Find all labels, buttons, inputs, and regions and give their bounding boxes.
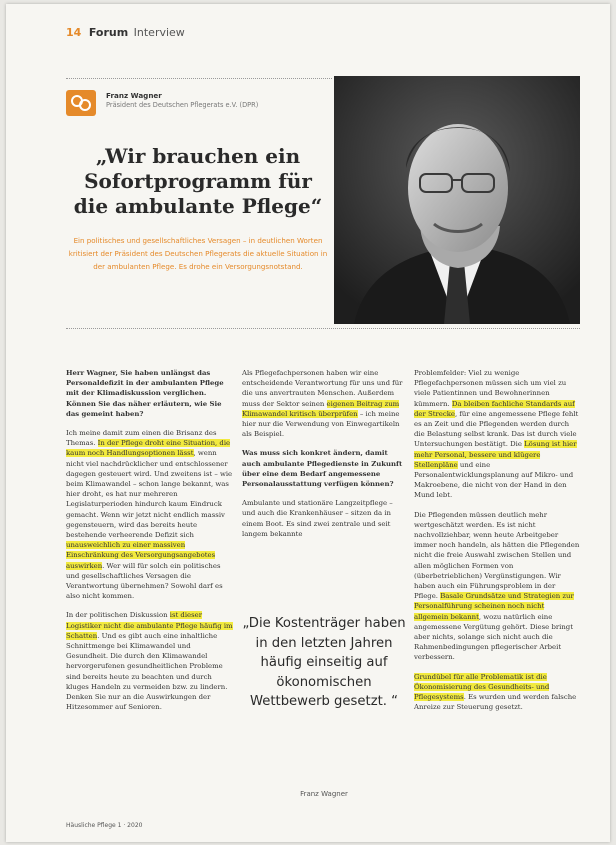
pull-quote: „Die Kostenträger haben in den letzten Jahren häufig einseitig auf ökonomischen Wettbewerb gesetzt. “ (242, 616, 406, 710)
body-text: Problemfelder: Viel zu wenige Pflegefachpersonen müssen sich um viel zu viele Patientinnen und Bewohnerinnen kümmern. (414, 369, 567, 408)
headline: „Wir brauchen ein Sofortprogramm für die ambulante Pflege“ (73, 144, 323, 218)
body-text: und eine Personalentwicklungsplanung auf Mikro- und Makroebene, die nicht von der Hand in den Mund lebt. (414, 460, 574, 500)
portrait-illustration (334, 76, 580, 324)
section-name: Forum (88, 26, 129, 39)
body-text: . Wer will für solch ein politisches und gesellschaftliches Versagen die Verantwortung übernehmen? Sowohl darf es also nicht kommen. (66, 561, 223, 601)
body-paragraph (414, 368, 580, 501)
highlighted-text: Basale Grundsätze und Strategien zur Personalführung scheinen noch nicht allgemein bekannt (414, 592, 574, 621)
highlighted-text: unausweichlich zu einer massiven Einschränkung des Versorgungsangebotes auswirken (66, 541, 216, 570)
highlighted-text: In der Pflege droht eine Situation, die kaum noch Handlungsoptionen lässt (66, 439, 231, 458)
page-number: 14 (66, 26, 82, 39)
forum-logo-icon (66, 90, 96, 116)
author-name: Franz Wagner (106, 91, 162, 100)
body-column-2 (242, 368, 406, 548)
body-text: Ich meine damit zum einen die Brisanz des Themas. (66, 429, 217, 448)
pull-quote-author: Franz Wagner (300, 790, 348, 798)
highlighted-text: eigenen Beitrag zum Klimawandel kritisch überprüfen (242, 399, 400, 418)
body-paragraph (66, 610, 234, 712)
body-text: . Und es gibt auch eine inhaltliche Schnittmenge bei Klimawandel und Gesundheit. Die durch den Klimawandel hervorgerufenen gesundheitlichen Probleme sind bereits heute zu beachten und durch kluges Handeln zu vermeiden bzw. zu lindern. Denken Sie nur an die Auswirkungen der Hitzesommer auf Senioren. (66, 631, 228, 712)
body-text: Ambulante und stationäre Langzeitpflege – und auch die Krankenhäuser – sitzen da in einem Boot. Es sind zwei zentrale und seit langem bekannte (242, 499, 393, 538)
body-paragraph (414, 672, 580, 713)
interview-question: Was muss sich konkret ändern, damit auch ambulante Pflegedienste in Zukunft über eine dem Bedarf angemessene Personalausstattung verfügen können? (242, 449, 403, 489)
body-paragraph (242, 498, 406, 539)
divider-bottom (66, 328, 580, 329)
divider-top (66, 78, 332, 79)
author-role: Präsident des Deutschen Pflegerats e.V. (DPR) (106, 101, 259, 109)
highlighted-text: Da bleiben fachliche Standards auf der Strecke (414, 399, 575, 418)
highlighted-text: Grundübel für alle Problematik ist die Ökonomisierung des Gesundheits- und Pflegesystems (414, 672, 550, 702)
highlighted-text: Lösung ist hier mehr Personal, bessere und klügere Stellenpläne (414, 440, 577, 469)
portrait-photo (334, 76, 580, 324)
body-text: , wenn nicht viel nachdrücklicher und entschlossener dagegen gesteuert wird. Und zweitens ist – wie beim Klimawandel – schon lange bekannt, was hier droht, es hat nur mehreren Legislaturperioden hindurch kaum Eindruck gemacht. Wenn wir jetzt nicht endlich massiv gegensteuern, wird das bereits heute bestehende verheerende Defizit sich (66, 449, 233, 540)
intro-text: Ein politisches und gesellschaftliches Versagen – in deutlichen Worten kritisiert der Präsident des Deutschen Pflegerats die aktuelle Situation in der ambulanten Pflege. Es drohe ein Versorgungsnotstand. (68, 236, 328, 272)
interview-question: Herr Wagner, Sie haben unlängst das Personaldefizit in der ambulanten Pflege mit der Klimadiskussion verglichen. Können Sie das näher erläutern, wie Sie das gemeint haben? (66, 369, 224, 418)
body-text: Die Pflegenden müssen deutlich mehr wertgeschätzt werden. Es ist nicht nachvollziehbar, wenn heute Arbeitgeber immer noch handeln, als hätten die Pflegenden nicht die freie Auswahl zwischen Stellen und allen möglichen Formen von (überbetrieblichen) Vergünstigungen. Wir haben auch ein Führungsproblem in der Pflege. (414, 510, 580, 601)
page-header (66, 26, 185, 39)
body-text: In der politischen Diskussion (66, 611, 170, 620)
body-text: , wozu natürlich eine angemessene Vergütung gehört. Diese bringt aber nichts, solange sich nicht auch die Rahmenbedingungen pflegerischer Arbeit verbessern. (414, 612, 573, 662)
body-paragraph (242, 448, 406, 489)
body-paragraph (414, 510, 580, 663)
body-paragraph (66, 368, 234, 419)
body-paragraph (66, 428, 234, 601)
body-text: , für eine angemessene Pflege fehlt es an Zeit und die Pflegenden werden durch die Belastung selbst krank. Das ist durch viele Untersuchungen bestätigt. Die (414, 409, 579, 449)
body-text: Als Pflegefachpersonen haben wir eine entscheidende Verantwortung für uns und für die uns anvertrauten Menschen. Außerdem muss der Sektor seinen (242, 369, 403, 408)
body-text: . Es wurden und werden falsche Anreize zur Steuerung gesetzt. (414, 693, 577, 712)
subsection-name: Interview (133, 26, 185, 39)
body-paragraph (242, 368, 406, 439)
body-text: – ich meine hier nur die Verwendung von Einwegartikeln als Beispiel. (242, 409, 400, 439)
page-footer: Häusliche Pflege 1 · 2020 (66, 822, 143, 829)
body-column-3 (414, 368, 580, 722)
body-column-1 (66, 368, 234, 722)
magazine-page (6, 4, 610, 842)
highlighted-text: ist dieser Logistiker nicht die ambulante Pflege häufig im Schatten (66, 611, 233, 640)
